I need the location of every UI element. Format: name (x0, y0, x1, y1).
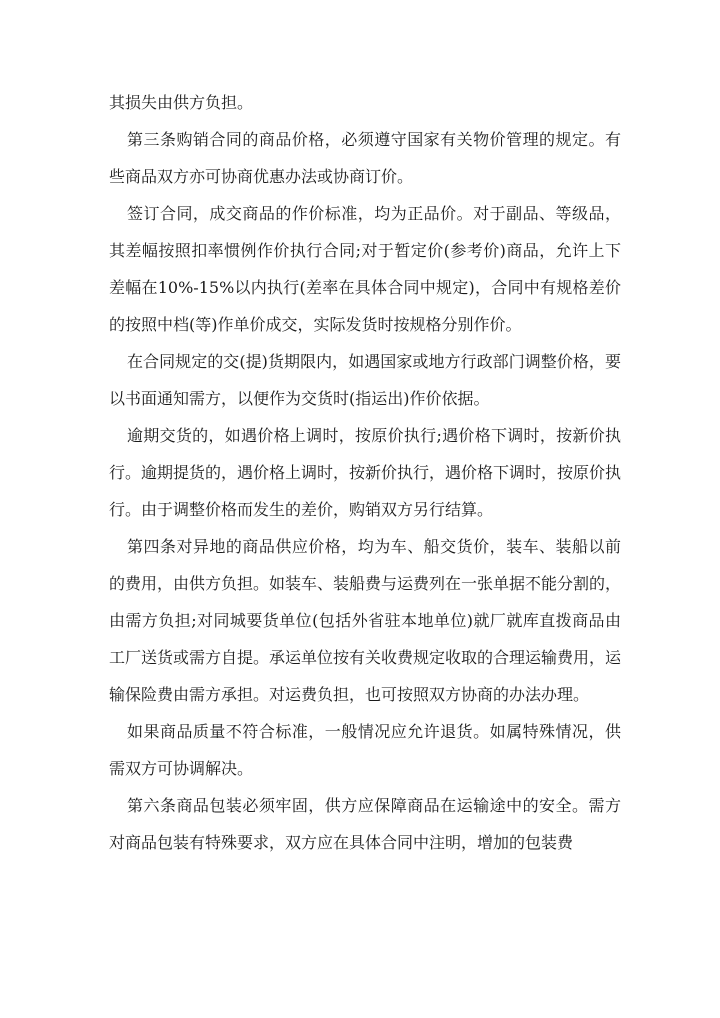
paragraph-7: 如果商品质量不符合标准，一般情况应允许退货。如属特殊情况，供需双方可协调解决。 (109, 722, 621, 778)
paragraph-5: 逾期交货的，如遇价格上调时，按原价执行;遇价格下调时，按新价执行。逾期提货的，遇价格上调时，按新价执行，遇价格下调时，按原价执行。由于调整价格而发生的差价，购销双方另行结算。 (109, 426, 622, 519)
paragraph-3: 签订合同，成交商品的作价标准，均为正品价。对于副品、等级品，其差幅按照扣率惯例作价执行合同;对于暂定价(参考价)商品，允许上下差幅在10%-15%以内执行(差率在具体合同中规定)，合同中有规格差价的按照中档(等)作单价成交，实际发货时按规格分别作价。 (109, 204, 621, 334)
paragraph-8: 第六条商品包装必须牢固，供方应保障商品在运输途中的安全。需方对商品包装有特殊要求，双方应在具体合同中注明，增加的包装费 (109, 796, 621, 852)
paragraph-6: 第四条对异地的商品供应价格，均为车、船交货价，装车、装船以前的费用，由供方负担。如装车、装船费与运费列在一张单据不能分割的，由需方负担;对同城要货单位(包括外省驻本地单位)就厂就库直拨商品由工厂送货或需方自提。承运单位按有关收费规定收取的合理运输费用，运输保险费由需方承担。对运费负担，也可按照双方协商的办法办理。 (109, 537, 622, 704)
paragraph-4: 在合同规定的交(提)货期限内，如遇国家或地方行政部门调整价格，要以书面通知需方，以便作为交货时(指运出)作价依据。 (109, 352, 621, 408)
paragraph-1: 其损失由供方负担。 (109, 93, 254, 112)
document-body (109, 84, 621, 861)
paragraph-2: 第三条购销合同的商品价格，必须遵守国家有关物价管理的规定。有些商品双方亦可协商优惠办法或协商订价。 (109, 130, 621, 186)
